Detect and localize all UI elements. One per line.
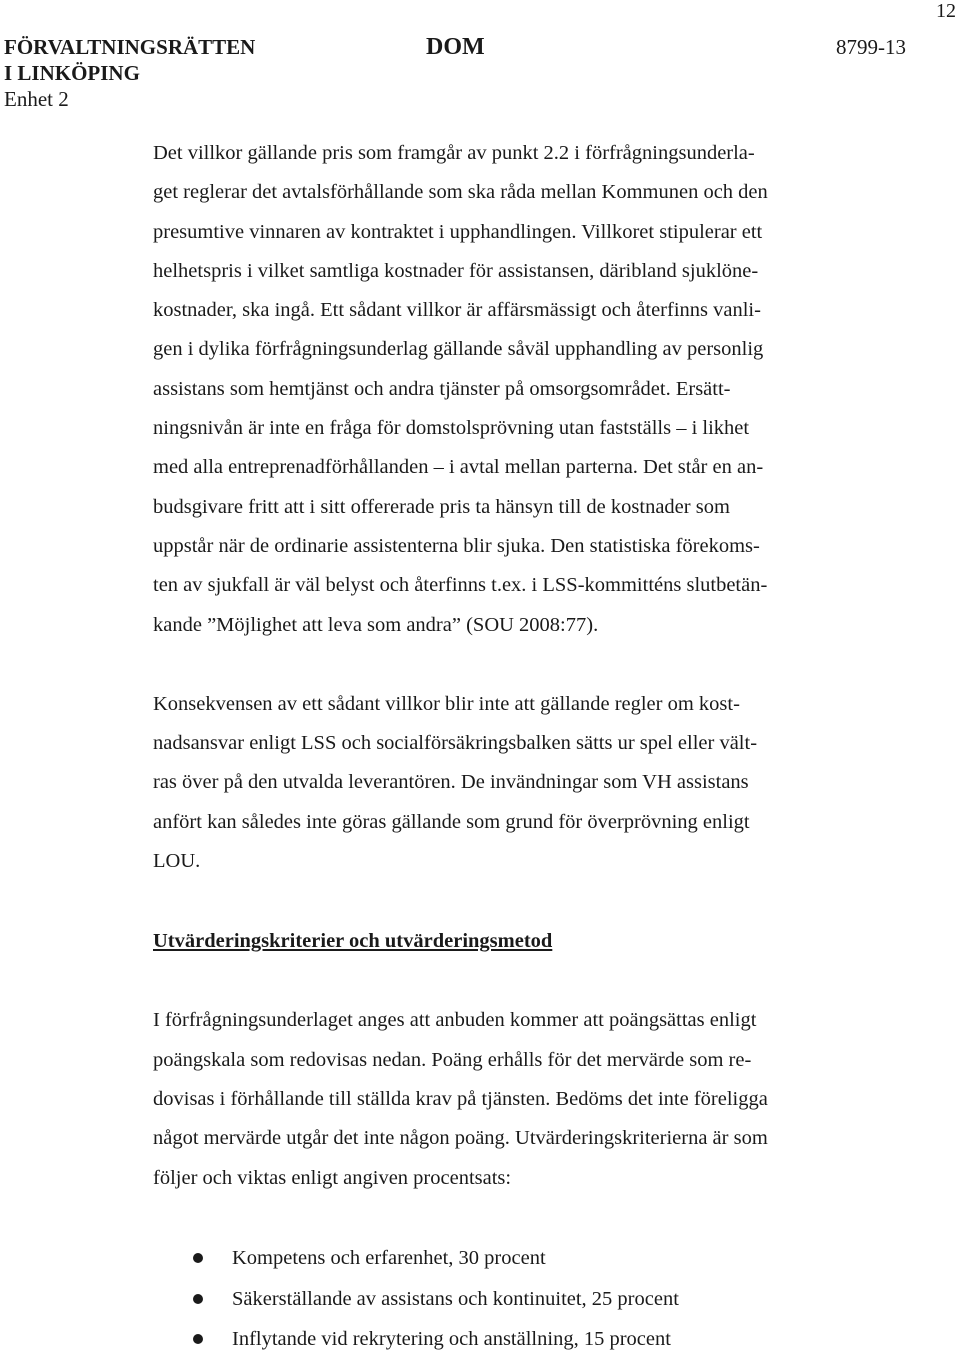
text-line: I förfrågningsunderlaget anges att anbuden kommer att poängsättas enligt bbox=[153, 1009, 757, 1032]
text-line: poängskala som redovisas nedan. Poäng erhålls för det mervärde som re- bbox=[153, 1048, 752, 1071]
bullet-icon bbox=[193, 1334, 203, 1344]
paragraph-price-terms bbox=[153, 134, 843, 645]
document-type: DOM bbox=[426, 34, 485, 60]
list-item bbox=[153, 1319, 843, 1360]
paragraph-spacer bbox=[153, 645, 843, 685]
text-line: något mervärde utgår det inte någon poäng. Utvärderingskriterierna är som bbox=[153, 1127, 768, 1150]
list-item-text: Kompetens och erfarenhet, 30 procent bbox=[232, 1246, 546, 1269]
court-name-line2: I LINKÖPING bbox=[4, 61, 140, 85]
paragraph-spacer bbox=[153, 1198, 843, 1238]
text-line: ras över på den utvalda leverantören. De invändningar som VH assistans bbox=[153, 771, 749, 794]
court-block bbox=[4, 34, 255, 112]
text-line: Det villkor gällande pris som framgår av punkt 2.2 i förfrågningsunderla- bbox=[153, 142, 755, 164]
list-item bbox=[153, 1238, 843, 1279]
text-line: gen i dylika förfrågningsunderlag gällande såväl upphandling av personlig bbox=[153, 338, 764, 361]
text-line: ningsnivån är inte en fråga för domstolsprövning utan fastställs – i likhet bbox=[153, 417, 750, 440]
list-item bbox=[153, 1279, 843, 1320]
text-line: Konsekvensen av ett sådant villkor blir inte att gällande regler om kost- bbox=[153, 692, 740, 715]
text-line: assistans som hemtjänst och andra tjänster på omsorgsområdet. Ersätt- bbox=[153, 377, 731, 400]
paragraph-consequence bbox=[153, 685, 843, 881]
bullet-icon bbox=[193, 1294, 203, 1304]
text-line: kostnader, ska ingå. Ett sådant villkor är affärsmässigt och återfinns vanli- bbox=[153, 299, 761, 322]
text-line: presumtive vinnaren av kontraktet i upphandlingen. Villkoret stipulerar ett bbox=[153, 220, 763, 243]
text-line: ten av sjukfall är väl belyst och återfinns t.ex. i LSS-kommitténs slutbetän- bbox=[153, 574, 768, 597]
text-line: LOU. bbox=[153, 850, 201, 873]
page-number: 12 bbox=[936, 0, 956, 22]
paragraph-spacer bbox=[153, 881, 843, 921]
text-line: anfört kan således inte göras gällande som grund för överprövning enligt bbox=[153, 810, 750, 833]
criteria-list bbox=[153, 1238, 843, 1360]
section-heading: Utvärderingskriterier och utvärderingsmetod bbox=[153, 930, 553, 953]
text-line: med alla entreprenadförhållanden – i avtal mellan parterna. Det står en an- bbox=[153, 456, 764, 479]
text-line: budsgivare fritt att i sitt offererade pris ta hänsyn till de kostnader som bbox=[153, 495, 730, 518]
document-body bbox=[153, 134, 843, 1360]
section-heading-wrap bbox=[153, 921, 843, 961]
text-line: kande ”Möjlighet att leva som andra” (SOU 2008:77). bbox=[153, 613, 599, 636]
list-item-text: Säkerställande av assistans och kontinuitet, 25 procent bbox=[232, 1287, 679, 1310]
court-unit: Enhet 2 bbox=[4, 87, 69, 111]
paragraph-spacer bbox=[153, 961, 843, 1001]
text-line: dovisas i förhållande till ställda krav på tjänsten. Bedöms det inte föreligga bbox=[153, 1087, 768, 1110]
paragraph-evaluation bbox=[153, 1001, 843, 1197]
list-item-text: Inflytande vid rekrytering och anställning, 15 procent bbox=[232, 1328, 671, 1351]
text-line: nadsansvar enligt LSS och socialförsäkringsbalken sätts ur spel eller vält- bbox=[153, 732, 758, 755]
case-number: 8799-13 bbox=[836, 35, 906, 59]
text-line: helhetspris i vilket samtliga kostnader för assistansen, däribland sjuklöne- bbox=[153, 259, 759, 282]
text-line: följer och viktas enligt angiven procentsats: bbox=[153, 1166, 512, 1189]
court-name-line1: FÖRVALTNINGSRÄTTEN bbox=[4, 35, 256, 59]
text-line: uppstår när de ordinarie assistenterna blir sjuka. Den statistiska förekoms- bbox=[153, 534, 760, 557]
text-line: get reglerar det avtalsförhållande som ska råda mellan Kommunen och den bbox=[153, 181, 768, 204]
bullet-icon bbox=[193, 1253, 203, 1263]
